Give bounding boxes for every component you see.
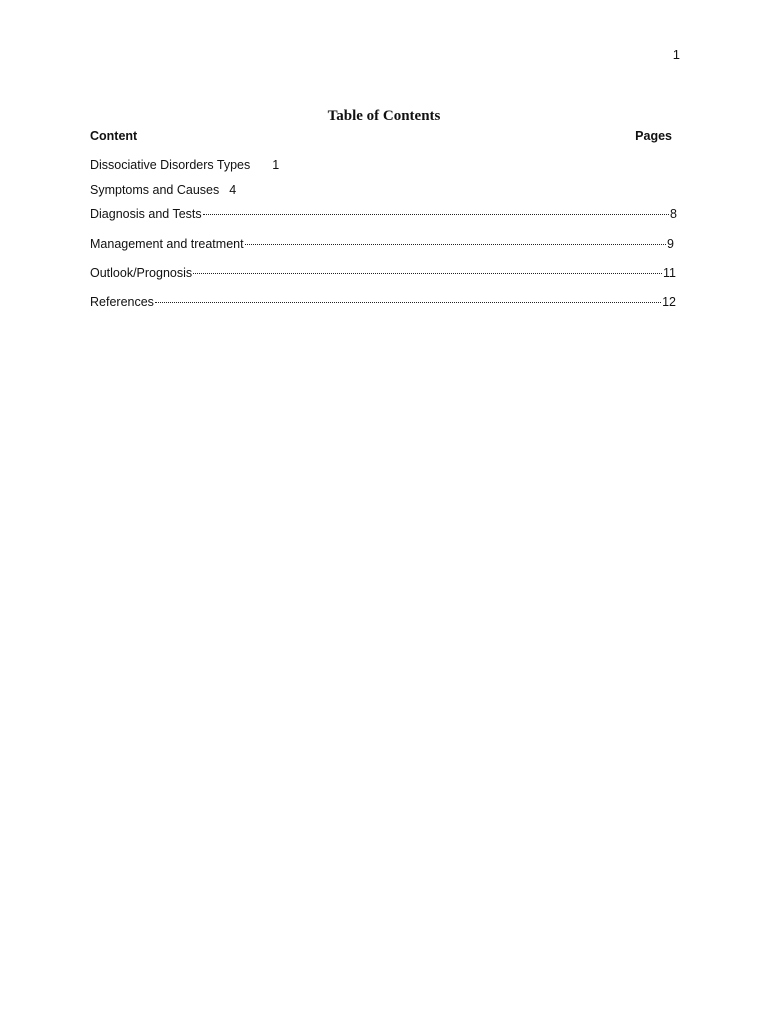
toc-entry-label: References bbox=[90, 295, 154, 309]
toc-entry-diagnosis-tests bbox=[90, 207, 677, 221]
toc-entry-page: 9 bbox=[667, 237, 674, 251]
toc-entry-label: Outlook/Prognosis bbox=[90, 266, 193, 280]
page-number: 1 bbox=[672, 47, 680, 62]
toc-entry-page: 11 bbox=[663, 266, 676, 280]
dot-leader bbox=[193, 273, 662, 274]
toc-title: Table of Contents bbox=[327, 108, 441, 124]
toc-entry-page: 12 bbox=[662, 295, 676, 309]
dot-leader bbox=[155, 302, 661, 303]
toc-entry-page: 4 bbox=[229, 183, 237, 197]
column-header-pages: Pages bbox=[635, 129, 672, 143]
toc-entry-dissociative-disorders bbox=[90, 158, 279, 172]
dot-leader bbox=[203, 214, 669, 215]
toc-entry-label: Management and treatment bbox=[90, 237, 244, 251]
toc-entry-label: Diagnosis and Tests bbox=[90, 207, 202, 221]
toc-entry-symptoms-causes bbox=[90, 183, 236, 197]
dot-leader bbox=[245, 244, 666, 245]
toc-entry-outlook-prognosis bbox=[90, 266, 676, 280]
toc-entry-label: Symptoms and Causes bbox=[90, 183, 220, 197]
column-header-content: Content bbox=[90, 129, 138, 143]
toc-entry-management-treatment bbox=[90, 237, 674, 251]
toc-entry-label: Dissociative Disorders Types bbox=[90, 158, 251, 172]
toc-entry-page: 8 bbox=[670, 207, 677, 221]
toc-entry-page: 1 bbox=[272, 158, 280, 172]
toc-entry-references bbox=[90, 295, 676, 309]
